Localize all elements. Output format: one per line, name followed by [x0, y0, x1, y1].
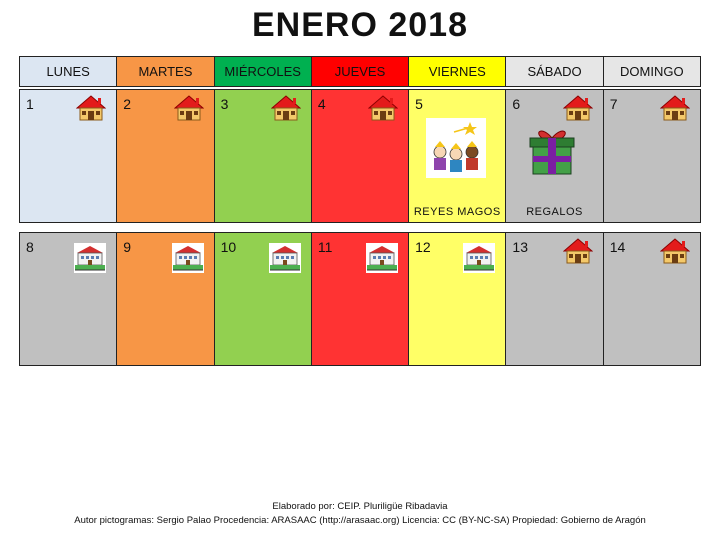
school-icon: [366, 243, 398, 273]
house-icon: [368, 94, 398, 127]
day-cell: [311, 89, 409, 223]
calendar-grid: [19, 56, 700, 366]
day-cell: [311, 232, 409, 366]
day-number: 6: [512, 96, 521, 112]
weekday-header-6: SÁBADO: [505, 56, 603, 87]
day-number: 4: [317, 96, 326, 112]
school-icon: [172, 243, 204, 273]
day-number: 9: [123, 239, 132, 255]
day-cell: [19, 232, 117, 366]
footer: [0, 500, 720, 528]
house-icon: [563, 237, 593, 270]
day-cell: [408, 89, 506, 223]
day-number: 3: [220, 96, 229, 112]
gift-icon: [528, 126, 576, 181]
weekday-header-3: MIÉRCOLES: [214, 56, 312, 87]
school-icon: [463, 243, 495, 273]
day-number: 8: [26, 239, 34, 255]
day-number: 1: [26, 96, 34, 112]
day-caption: REGALOS: [526, 206, 583, 218]
day-number: 14: [609, 239, 626, 255]
footer-credit-line: Elaborado por: CEIP. Pluriligüe Ribadavia: [272, 501, 448, 512]
weekday-header-4: JUEVES: [311, 56, 409, 87]
house-icon: [174, 94, 204, 127]
school-icon: [269, 243, 301, 273]
school-icon: [74, 243, 106, 273]
house-icon: [271, 94, 301, 127]
weekday-header-7: DOMINGO: [603, 56, 701, 87]
weekday-header-5: VIERNES: [408, 56, 506, 87]
day-cell: [116, 89, 214, 223]
day-cell: [214, 232, 312, 366]
day-cell: [214, 89, 312, 223]
day-number: 12: [415, 239, 431, 255]
weekday-header-2: MARTES: [116, 56, 214, 87]
day-number: 13: [512, 239, 528, 255]
day-cell: [505, 89, 603, 223]
day-cell: [408, 232, 506, 366]
weekday-header-1: LUNES: [19, 56, 117, 87]
house-icon: [76, 94, 106, 127]
calendar-title: ENERO 2018: [252, 6, 468, 44]
house-icon: [563, 94, 593, 127]
week-row-2: [19, 232, 700, 366]
day-number: 5: [415, 96, 423, 112]
house-icon: [660, 237, 690, 270]
day-number: 10: [220, 239, 237, 255]
week-row-1: [19, 89, 700, 223]
day-cell: [505, 232, 603, 366]
day-cell: [603, 232, 701, 366]
day-caption: REYES MAGOS: [413, 206, 501, 218]
three-kings-icon: [426, 118, 486, 178]
weekday-header-row: [19, 56, 700, 87]
day-number: 7: [609, 96, 618, 112]
day-cell: [19, 89, 117, 223]
day-cell: [603, 89, 701, 223]
day-number: 2: [123, 96, 132, 112]
house-icon: [660, 94, 690, 127]
day-number: 11: [317, 239, 333, 255]
footer-license-line: Autor pictogramas: Sergio Palao Procedencia: ARASAAC (http://arasaac.org) Licencia: CC (BY-NC-SA) Propiedad: Gobierno de Aragón: [74, 515, 646, 526]
day-cell: [116, 232, 214, 366]
